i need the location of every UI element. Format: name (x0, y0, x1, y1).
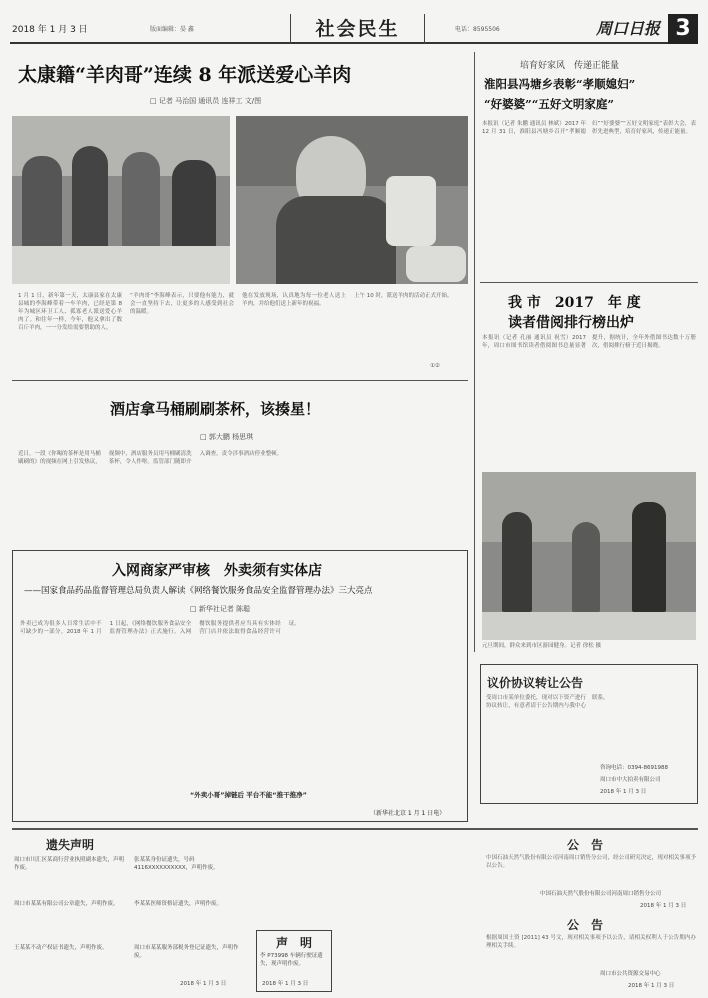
section-rule-1 (12, 380, 468, 381)
page-number: 3 (668, 14, 698, 44)
article1-body-col1: 1 月 1 日，新年第一天，太康县家在太康县城的李海峰带着一车羊肉，已经是第 8 年为城区环卫工人、孤寡老人派送爱心羊肉了。和往年一样，今年，他又拿出了数百斤羊肉，一一分发给需要帮助的人。 (18, 293, 122, 331)
editor-credit: 版面编辑：晏 鑫 (150, 26, 194, 33)
article3-note: “外卖小哥”掉链后 平台不能“推干推净” (190, 791, 307, 799)
article5-body: 本报讯（记者 孔丽 通讯员 祝雪）2017 年，周口市图书馆读者借阅图书总量显著提升，据统计，全年外借图书达数十万册次，借阅排行榜于近日揭晓。 (482, 335, 696, 349)
column-divider (474, 52, 475, 652)
gonggao2-title: 公 告 (566, 918, 603, 932)
article2-byline: □ 郭大鹏 杨思琪 (200, 433, 254, 441)
gonggao2-body: 根据周国土资 [2011] 43 号文，现对相关事项予以公告，请相关权利人于公告期内办理相关手续。 (486, 935, 696, 949)
article4-title-line1: 淮阳县冯塘乡表彰“孝顺媳妇” (484, 77, 636, 91)
article1-body-col3: 他在发放现场，认真地为每一位老人送上羊肉，并给他们送上新年的祝福。 (242, 293, 346, 307)
section-title: 社会民生 (290, 14, 425, 44)
gonggao1-title: 公 告 (566, 838, 603, 852)
lost-item: 张某某身份证遗失，号码 4116XXXXXXXXXX，声明作废。 (134, 857, 219, 871)
statement-date: 2018 年 1 月 3 日 (262, 981, 309, 987)
article2-body: 近日，一段《你喝的茶杯是用马桶刷刷的》的视频在网上引发热议，视频中，酒店服务员用马桶刷清洗茶杯，令人作呕。监管部门随即介入调查，责令涉事酒店停业整顿。 (18, 451, 283, 465)
lost-item: 周口市川汇区某商行营业执照副本遗失，声明作废。 (14, 857, 125, 871)
article1-body-col4: 上午 10 时，派送羊肉的活动正式开始。 (354, 293, 453, 299)
article5-photo (482, 472, 696, 640)
lost-item: 李某某医师资格证遗失，声明作废。 (134, 901, 223, 907)
statement-title: 声 明 (275, 936, 312, 950)
gonggao2-org: 周口市公共资源交易中心 (600, 971, 661, 977)
article4-kicker: 培育好家风 传递正能量 (520, 61, 620, 71)
lost-notice-title: 遗失声明 (45, 838, 94, 852)
lost-notice-date: 2018 年 1 月 3 日 (180, 981, 227, 987)
gonggao1-org: 中国石油天然气股份有限公司河南周口销售分公司 (540, 891, 662, 897)
lost-item: 王某某不动产权证书遗失，声明作废。 (14, 945, 108, 951)
article3-byline: □ 新华社记者 陈聪 (190, 605, 251, 613)
article3-body: 外卖已成为很多人日常生活中不可缺少的一部分。2018 年 1 月 1 日起，《网络餐饮服务食品安全监督管理办法》正式施行。入网餐饮服务提供者应当具有实体经营门店并依法取得食品经营许可证。 (20, 621, 300, 635)
article3-subtitle: ——国家食品药品监督管理总局负责人解读《网络餐饮服务食品安全监督管理办法》三大亮点 (24, 586, 373, 596)
gonggao1-date: 2018 年 1 月 3 日 (640, 903, 687, 909)
article1-byline: □ 记者 马治国 通讯员 连祥工 文/图 (150, 97, 262, 105)
article5-title-line1: 我 市 2017 年 度 (508, 295, 641, 311)
article1-photo-right (236, 116, 468, 284)
article3-footer: （新华社北京 1 月 1 日电） (370, 810, 446, 817)
lost-item: 周口市某某有限公司公章遗失，声明作废。 (14, 901, 119, 907)
contact-phone: 电话：8595506 (455, 26, 500, 33)
issue-date: 2018 年 1 月 3 日 (12, 25, 88, 35)
notice-agreement-title: 议价协议转让公告 (486, 676, 583, 690)
article1-photo-left (12, 116, 230, 284)
gonggao2-date: 2018 年 1 月 3 日 (628, 983, 675, 989)
article5-title-line2: 读者借阅排行榜出炉 (508, 315, 634, 331)
notice-agreement-body: 受周口市某单位委托，现对以下资产进行协议转让，有意者请于公告期内与我中心联系。 (486, 695, 609, 709)
statement-body: 李 P73998 车辆行驶证遗失，现声明作废。 (260, 953, 323, 967)
article2-title: 酒店拿马桶刷刷茶杯，该揍星！ (110, 400, 321, 418)
bottom-band-rule (12, 828, 698, 830)
article1-body-col2: “羊肉哥”李海峰表示，只要他有能力，就会一直坚持下去，让更多的人感受到社会的温暖。 (130, 293, 234, 315)
article4-body: 本报讯（记者 朱鹏 通讯员 林斌）2017 年 12 月 31 日，淮阳县冯塘乡召开“孝顺媳妇”“好婆婆”“五好文明家庭”表彰大会，表彰先进典型，培育好家风，传递正能量。 (482, 121, 696, 135)
newspaper-logo: 周口日报 (596, 19, 661, 38)
article3-title: 入网商家严审核 外卖须有实体店 (112, 563, 322, 579)
article5-photo-caption: 元旦期间，群众来到市区游园健身。记者 徐松 摄 (482, 643, 601, 649)
section-rule-right-1 (480, 282, 698, 283)
lost-notice-list (14, 856, 250, 988)
article4-title-line2: “好婆婆”“五好文明家庭” (484, 97, 614, 111)
article1-photo-caption: ①② (430, 363, 440, 369)
notice-agreement-date: 2018 年 1 月 3 日 (600, 789, 647, 795)
gonggao1-body: 中国石油天然气股份有限公司河南周口销售分公司，经公司研究决定，现对相关事项予以公告。 (486, 855, 696, 869)
article1-title: 太康籍“羊肉哥”连续 8 年派送爱心羊肉 (18, 64, 352, 86)
lost-item: 周口市某某服务部税务登记证遗失，声明作废。 (134, 945, 239, 959)
notice-agreement-org: 周口市中大拍卖有限公司 (600, 777, 661, 783)
notice-agreement-contact: 咨询电话：0394-8691988 (600, 765, 668, 771)
